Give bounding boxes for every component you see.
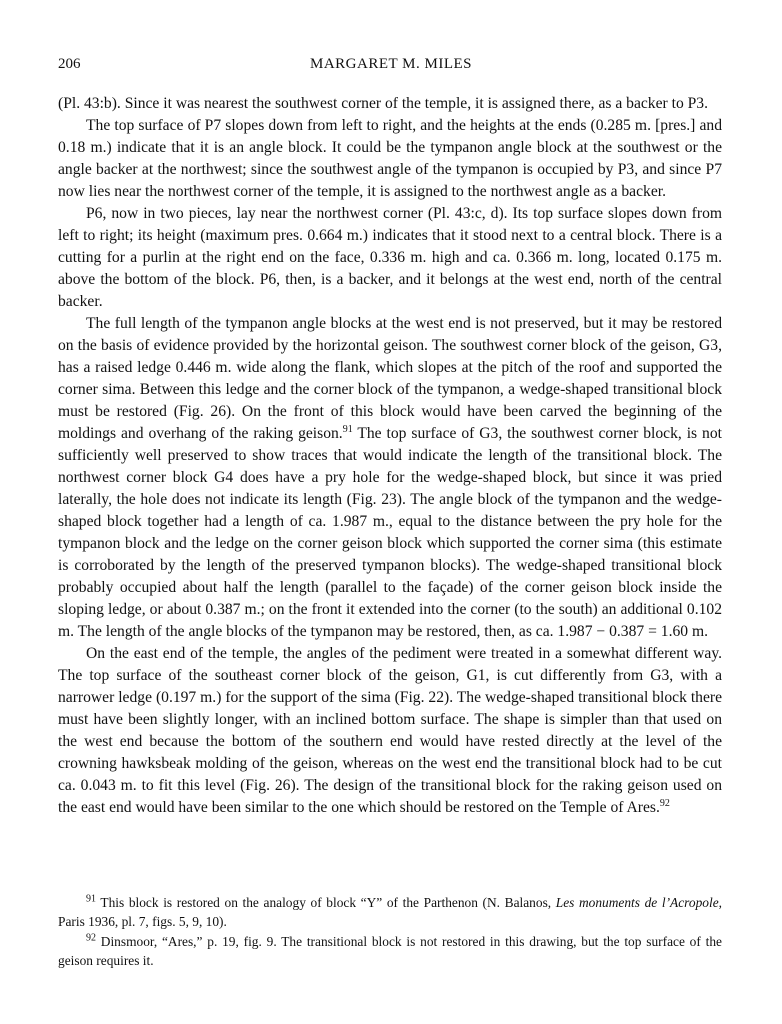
paragraph: (Pl. 43:b). Since it was nearest the southwest corner of the temple, it is assigned there, as a backer to P3. — [58, 95, 709, 112]
paragraph: On the east end of the temple, the angles of the pediment were treated in a somewhat different way. The top surface of the southeast corner block of the geison, G1, is cut differently from G3, with a narrower ledge (0.197 m.) for the support of the sima (Fig. 22). The wedge-shaped transitional block there must have been slightly longer, with an inclined bottom surface. The shape is simpler than that used on the west end because the bottom of the southern end would have rested directly at the level of the crowning hawksbeak molding of the geison, whereas on the west end the transitional block had to be cut ca. 0.043 m. to fit this level (Fig. 26). The design of the transitional block for the raking geison used on the east end would have been similar to the one which should be restored on the Temple of Ares.$^{92}$ — [58, 645, 722, 816]
footnotes — [58, 894, 722, 970]
cited-title: Les monuments de l’Acropole — [555, 895, 719, 910]
footnote-ref[interactable]: 92 — [659, 797, 670, 809]
paragraph: The full length of the tympanon angle blocks at the west end is not preserved, but it may be restored on the basis of evidence provided by the horizontal geison. The southwest corner block of the geison, G3, has a raised ledge 0.446 m. wide along the flank, which slopes at the pitch of the roof and supported the corner sima. Between this ledge and the corner block of the tympanon, a wedge-shaped transitional block must be restored (Fig. 26). On the front of this block would have been carved the beginning of the moldings and overhang of the raking geison.$^{91}$ The top surface of G3, the southwest corner block, is not sufficiently well preserved to show traces that would indicate the length of the transitional block. The northwest corner block G4 does have a pry hole for the wedge-shaped block, but since it was pried laterally, the hole does not indicate its length (Fig. 23). The angle block of the tympanon and the wedge-shaped block together had a length of ca. 1.987 m., equal to the distance between the pry hole for the tympanon block and the ledge on the corner geison block which supported the corner sima (this estimate is corroborated by the length of the preserved tympanon blocks). The wedge-shaped transitional block probably occupied about half the length (parallel to the façade) of the corner geison block inside the sloping ledge, or about 0.387 m.; on the front it extended into the corner (to the south) an additional 0.102 m. The length of the angle blocks of the tympanon may be restored, then, as ca. 1.987 − 0.387 = 1.60 m. — [58, 315, 722, 640]
footnote-ref[interactable]: 91 — [342, 423, 353, 435]
footnote-marker: 91 — [86, 893, 96, 905]
page-header — [58, 56, 724, 78]
paragraph: P6, now in two pieces, lay near the northwest corner (Pl. 43:c, d). Its top surface slopes down from left to right; its height (maximum pres. 0.664 m.) indicates that it stood next to a central block. There is a cutting for a purlin at the right end on the face, 0.336 m. high and ca. 0.366 m. long, located 0.175 m. above the bottom of the block. P6, then, is a backer, and it belongs at the west end, north of the central backer. — [58, 205, 722, 310]
footnote: $^{92}$ Dinsmoor, “Ares,” p. 19, fig. 9. The transitional block is not restored in this drawing, but the top surface of the geison requires it. — [58, 932, 722, 968]
page-number: 206 — [58, 56, 81, 72]
body-text — [58, 93, 722, 819]
footnote: $^{91}$ This block is restored on the analogy of block “Y” of the Parthenon (N. Balanos, Les monuments de l’Acropole, Paris 1936, pl. 7, figs. 5, 9, 10). — [58, 893, 723, 929]
paragraph: The top surface of P7 slopes down from left to right, and the heights at the ends (0.285 m. [pres.] and 0.18 m.) indicate that it is an angle block. It could be the tympanon angle block at the southwest or the angle backer at the northwest; since the southwest angle of the tympanon is occupied by P3, and since P7 now lies near the northwest corner of the temple, it is assigned to the northwest angle as a backer. — [58, 117, 722, 200]
running-head: MARGARET M. MILES — [310, 56, 472, 72]
footnote-marker: 92 — [86, 932, 96, 944]
